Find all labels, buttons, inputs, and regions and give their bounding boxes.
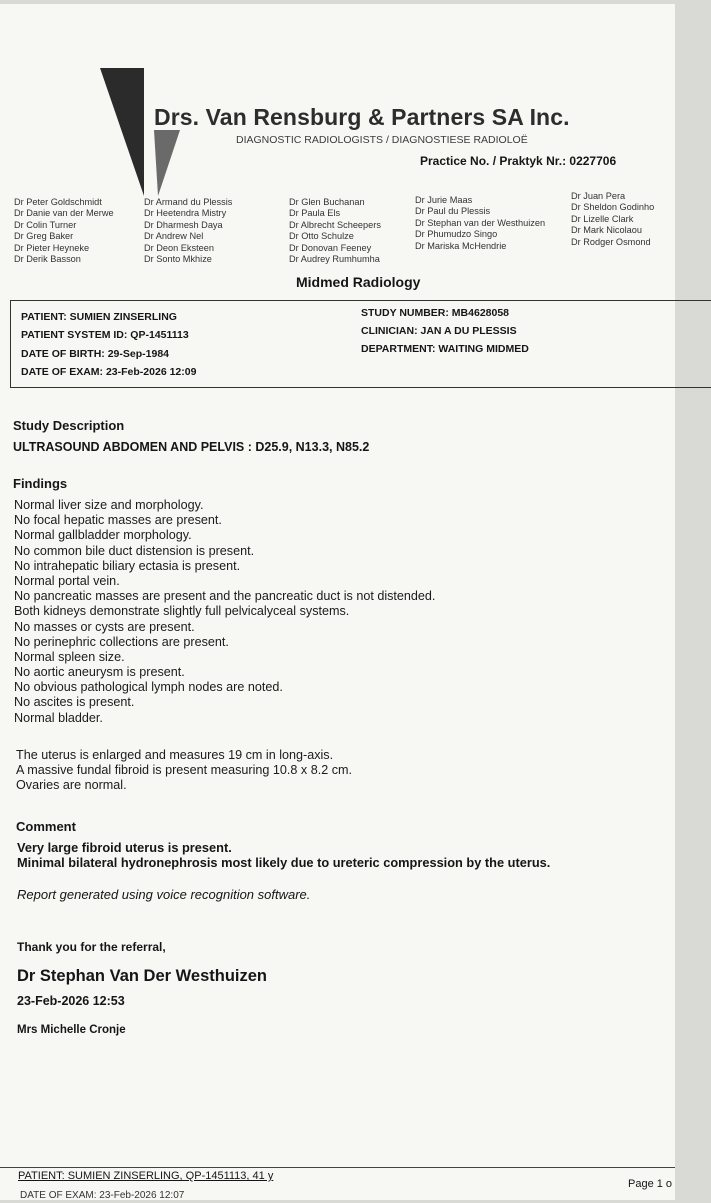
exam-date: DATE OF EXAM: 23-Feb-2026 12:09 [21,366,197,378]
doctor-name: Dr Donovan Feeney [289,242,372,253]
doctor-name: Dr Dharmesh Daya [144,219,223,230]
doctor-name: Dr Paul du Plessis [415,206,491,217]
doctor-name: Dr Lizelle Clark [571,213,634,224]
department: DEPARTMENT: WAITING MIDMED [361,343,529,355]
finding-line: Normal gallbladder morphology. [14,528,192,543]
doctor-name: Dr Jurie Maas [415,195,473,205]
doctor-name: Dr Paula Els [289,208,341,219]
finding-line: No common bile duct distension is present. [14,543,255,558]
doctor-list-col5 [571,191,654,248]
doctor-name: Dr Mark Nicolaou [571,225,642,236]
finding-line: A massive fundal fibroid is present measuring 10.8 x 8.2 cm. [16,763,352,778]
finding-line: No obvious pathological lymph nodes are noted. [14,680,283,695]
patient-info-box [10,300,711,388]
comment-line: Very large fibroid uterus is present. [17,840,232,855]
finding-line: Both kidneys demonstrate slightly full pelvicalyceal systems. [14,604,350,619]
findings-list [14,498,435,726]
report-page [0,4,675,1200]
finding-line: No intrahepatic biliary ectasia is present. [14,558,241,573]
firm-name: Drs. Van Rensburg & Partners SA Inc. [154,104,570,130]
finding-line: No masses or cysts are present. [14,619,195,634]
doctor-name: Dr Sonto Mkhize [144,253,212,264]
doctor-name: Dr Sheldon Godinho [571,202,655,213]
doctor-name: Dr Colin Turner [14,219,77,230]
typist-name: Mrs Michelle Cronje [17,1024,126,1036]
facility-name: Midmed Radiology [296,274,421,290]
doctor-name: Dr Derik Basson [14,253,81,264]
finding-line: No perinephric collections are present. [14,634,229,649]
finding-line: The uterus is enlarged and measures 19 cm in long-axis. [16,748,334,762]
doctor-name: Dr Glen Buchanan [289,197,365,207]
doctor-name: Dr Otto Schulze [289,231,354,242]
doctor-name: Dr Danie van der Merwe [14,208,114,219]
comment-list [17,840,550,870]
patient-name: PATIENT: SUMIEN ZINSERLING [21,311,177,323]
practice-number: Practice No. / Praktyk Nr.: 0227706 [420,154,617,168]
finding-line: No pancreatic masses are present and the pancreatic duct is not distended. [14,589,436,604]
signed-date: 23-Feb-2026 12:53 [17,994,125,1008]
finding-line: No focal hepatic masses are present. [14,513,222,528]
doctor-name: Dr Greg Baker [14,231,74,242]
footer-rule [0,1167,675,1168]
doctor-name: Dr Stephan van der Westhuizen [415,217,546,228]
doctor-name: Dr Pieter Heyneke [14,242,90,253]
uterus-findings [16,748,352,794]
finding-line: Normal liver size and morphology. [14,498,204,512]
finding-line: Ovaries are normal. [16,778,127,793]
page-number: Page 1 o [628,1178,673,1190]
footer-cut-text: DATE OF EXAM: 23-Feb-2026 12:07 [20,1190,185,1201]
finding-line: Normal bladder. [14,710,103,725]
practice-logo [100,68,180,196]
doctor-list-col3 [289,197,381,265]
finding-line: Normal spleen size. [14,649,125,664]
finding-line: Normal portal vein. [14,573,120,588]
findings-heading: Findings [13,476,68,491]
study-description: ULTRASOUND ABDOMEN AND PELVIS : D25.9, N13.3, N85.2 [13,440,370,454]
signing-doctor: Dr Stephan Van Der Westhuizen [17,967,267,985]
doctor-name: Dr Peter Goldschmidt [14,197,102,207]
finding-line: No aortic aneurysm is present. [14,665,185,680]
doctor-name: Dr Deon Eksteen [144,242,214,253]
doctor-name: Dr Armand du Plessis [144,197,233,207]
doctor-name: Dr Rodger Osmond [571,236,651,247]
doctor-list-col4 [415,195,545,252]
clinician: CLINICIAN: JAN A DU PLESSIS [361,325,517,337]
doctor-list-col2 [144,197,232,265]
patient-system-id: PATIENT SYSTEM ID: QP-1451113 [21,329,189,341]
doctor-name: Dr Mariska McHendrie [415,240,507,251]
study-number: STUDY NUMBER: MB4628058 [361,307,510,319]
thanks-line: Thank you for the referral, [17,940,166,954]
doctor-list-col1 [14,197,114,265]
doctor-name: Dr Albrecht Scheepers [289,219,381,230]
patient-dob: DATE OF BIRTH: 29-Sep-1984 [21,348,169,360]
doctor-name: Dr Phumudzo Singo [415,229,498,240]
finding-line: No ascites is present. [14,695,135,710]
firm-subtitle: DIAGNOSTIC RADIOLOGISTS / DIAGNOSTIESE RADIOLOË [236,134,528,146]
study-description-heading: Study Description [13,418,125,433]
comment-line: Minimal bilateral hydronephrosis most likely due to ureteric compression by the uterus. [17,855,551,870]
footer-patient: PATIENT: SUMIEN ZINSERLING, QP-1451113, 41 y [18,1170,274,1182]
doctor-name: Dr Juan Pera [571,191,626,201]
doctor-name: Dr Audrey Rumhumha [289,253,380,264]
doctor-name: Dr Heetendra Mistry [144,208,227,219]
footer-cut-line [20,1190,220,1203]
doctor-name: Dr Andrew Nel [144,231,204,242]
comment-heading: Comment [16,819,76,834]
voice-recognition-note: Report generated using voice recognition software. [17,887,311,902]
